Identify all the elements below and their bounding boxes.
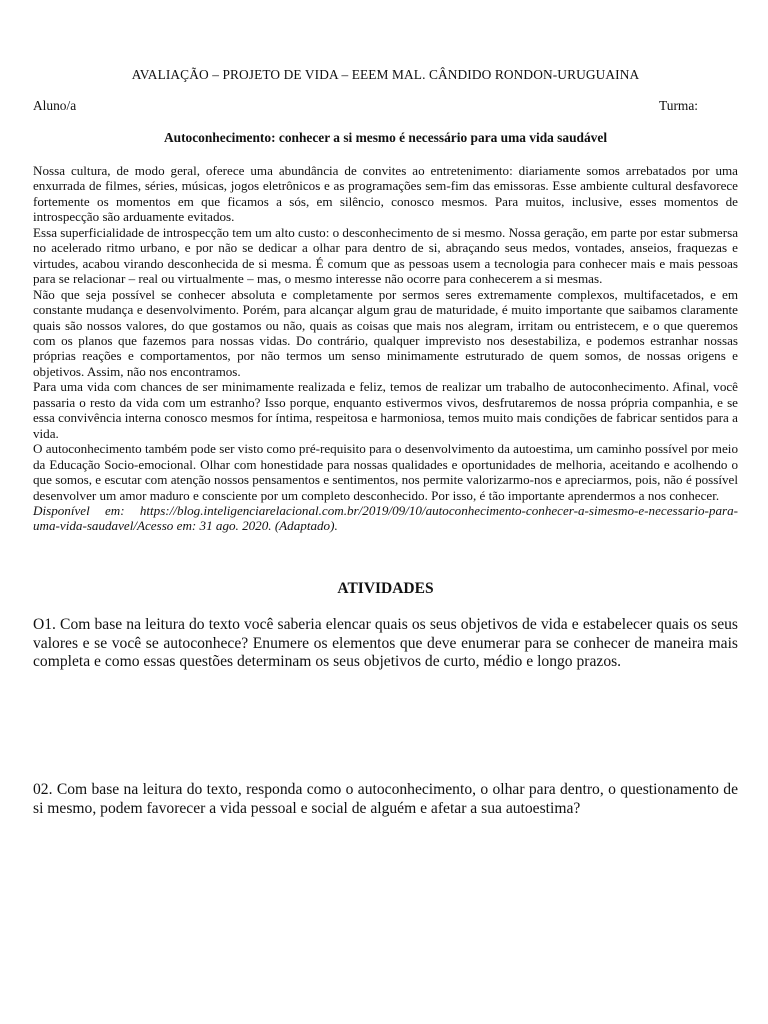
assessment-header-title: AVALIAÇÃO – PROJETO DE VIDA – EEEM MAL. CÂNDIDO RONDON-URUGUAINA bbox=[131, 67, 640, 82]
article-title: Autoconhecimento: conhecer a si mesmo é necessário para uma vida saudável bbox=[163, 130, 608, 145]
class-label: Turma: bbox=[659, 98, 698, 113]
student-name-label: Aluno/a bbox=[33, 98, 77, 113]
activities-heading: ATIVIDADES bbox=[337, 580, 434, 597]
article-source-citation: Disponível em: https://blog.inteligenciarelacional.com.br/2019/09/10/autoconhecimento-conhecer-a-simesmo-e-necessario-para-uma-vida-saudavel/Acesso em: 31 ago. 2020. (Adaptado). bbox=[33, 502, 738, 534]
article-paragraph: Essa superficialidade de introspecção tem um alto custo: o desconhecimento de si mesmo. Nossa geração, em parte por estar submersa no acelerado ritmo urbano, e por não se dedicar a olhar para dentro de si, abraçando seus medos, vontades, anseios, fraquezas e virtudes, acabou virando desconhecida de si mesma. É comum que as pessoas usem a tecnologia para conhecer mais e mais pessoas para se relacionar – real ou virtualmente – mas, o mesmo interesse não ocorre para conhecerem a si mesmas. bbox=[33, 224, 739, 287]
question-1: O1. Com base na leitura do texto você saberia elencar quais os seus objetivos de vida e estabelecer quais os seus valores e se você se autoconhece? Enumere os elementos que deve enumerar para se conhecer de maneira mais completa e como essas questões determinam os seus objetivos de curto, médio e longo prazos. bbox=[33, 616, 738, 670]
article-paragraph: Não que seja possível se conhecer absoluta e completamente por sermos seres extremamente complexos, multifacetados, e em constante mudança e desenvolvimento. Porém, para alcançar algum grau de maturidade, é muito importante que saibamos claramente quais são nossos valores, do que gostamos ou não, quais as coisas que mais nos alegram, irritam ou entristecem, e o que queremos com os planos que fazemos para nossas vidas. Do contrário, qualquer imprevisto nos desestabiliza, e podemos estranhar nossas próprias reações e comportamentos, por não termos um senso minimamente estruturado de quem somos, de nossas origens e objetivos. Assim, não nos encontramos. bbox=[33, 286, 738, 379]
article-paragraph: Nossa cultura, de modo geral, oferece uma abundância de convites ao entretenimento: diariamente somos arrebatados por uma enxurrada de filmes, séries, músicas, jogos eletrônicos e as programações sem-fim das emissoras. Esse ambiente cultural desfavorece fortemente os momentos em que ficamos a sós, em silêncio, conosco mesmos. Para muitos, inclusive, esses momentos de introspecção são arduamente evitados. bbox=[33, 163, 738, 225]
student-info-line bbox=[33, 98, 698, 114]
article-paragraph: Para uma vida com chances de ser minimamente realizada e feliz, temos de realizar um trabalho de autoconhecimento. Afinal, você passaria o resto da vida com um estranho? Isso porque, enquanto estivermos vivos, desfrutaremos de nossa própria companhia, e se essa convivência interna conosco mesmos for íntima, respeitosa e harmoniosa, temos muito mais condições de fabricar sentidos para a vida. bbox=[33, 379, 738, 441]
question-2: 02. Com base na leitura do texto, responda como o autoconhecimento, o olhar para dentro, o questionamento de si mesmo, podem favorecer a vida pessoal e social de alguém e afetar a sua autoestima? bbox=[33, 781, 738, 817]
article-body bbox=[33, 163, 738, 534]
article-paragraph: O autoconhecimento também pode ser visto como pré-requisito para o desenvolvimento da autoestima, um caminho possível por meio da Educação Socio-emocional. Olhar com honestidade para nossas qualidades e oportunidades de melhoria, aceitando e acolhendo o que somos, e escutar com atenção nossos pensamentos e sentimentos, nos permite valorizarmo-nos e apreciarmos, pois, não é possível desenvolver um amor maduro e consciente por um completo desconhecido. Por isso, é tão importante aprendermos a nos conhecer. bbox=[33, 441, 738, 503]
